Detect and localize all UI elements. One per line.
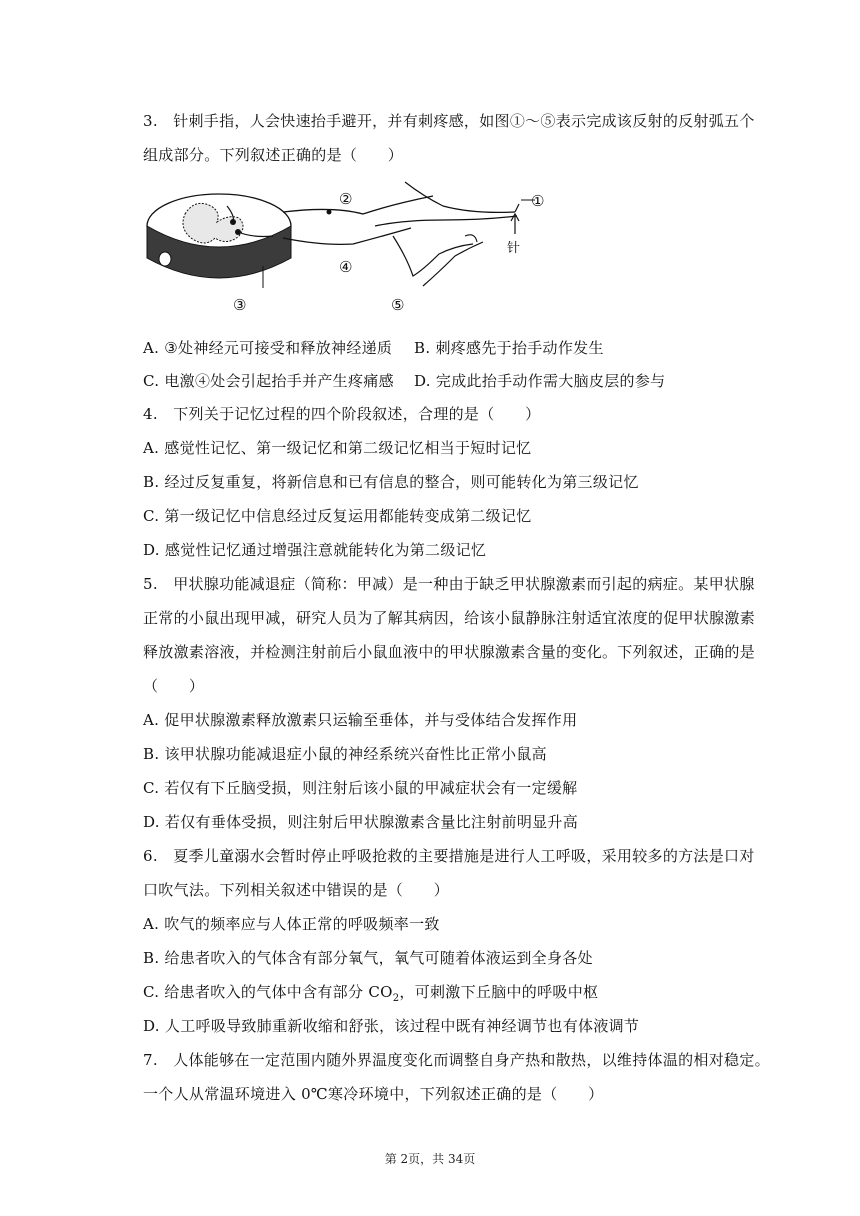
q3-option-a: A. ③处神经元可接受和释放神经递质 bbox=[143, 339, 393, 357]
q6-option-c bbox=[143, 982, 598, 1009]
q4-option-d: D. 感觉性记忆通过增强注意就能转化为第二级记忆 bbox=[143, 541, 487, 559]
q6-option-a: A. 吹气的频率应与人体正常的呼吸频率一致 bbox=[143, 915, 440, 933]
q6-option-c-sub: 2 bbox=[392, 993, 400, 1004]
q6-option-c-tail: ，可刺激下丘脑中的呼吸中枢 bbox=[399, 983, 599, 1001]
label-3: ③ bbox=[233, 296, 247, 314]
q5-line-3: 释放激素溶液，并检测注射前后小鼠血液中的甲状腺激素含量的变化。下列叙述，正确的是 bbox=[143, 643, 756, 661]
q6-option-d: D. 人工呼吸导致肺重新收缩和舒张，该过程中既有神经调节也有体液调节 bbox=[143, 1017, 640, 1035]
q6-line-2: 口吹气法。下列相关叙述中错误的是（ ） bbox=[143, 881, 450, 899]
q4-option-c: C. 第一级记忆中信息经过反复运用都能转变成第二级记忆 bbox=[143, 507, 532, 525]
q5-line-1: 5. 甲状腺功能减退症（简称：甲减）是一种由于缺乏甲状腺激素而引起的病症。某甲状腺 bbox=[143, 575, 755, 593]
reflex-arc-figure bbox=[143, 176, 563, 321]
q3-option-d: D. 完成此抬手动作需大脑皮层的参与 bbox=[414, 372, 666, 390]
page-footer: 第 2页，共 34页 bbox=[384, 1152, 476, 1166]
q3-line-2: 组成部分。下列叙述正确的是（ ） bbox=[143, 146, 404, 164]
q4-stem: 4. 下列关于记忆过程的四个阶段叙述，合理的是（ ） bbox=[143, 405, 541, 423]
q5-option-b: B. 该甲状腺功能减退症小鼠的神经系统兴奋性比正常小鼠高 bbox=[143, 745, 547, 763]
label-1: ① bbox=[531, 192, 545, 210]
q6-option-c-head: C. 给患者吹入的气体中含有部分 CO bbox=[143, 983, 393, 1001]
spinal-cord-section bbox=[147, 194, 291, 278]
q5-option-c: C. 若仅有下丘脑受损，则注射后该小鼠的甲减症状会有一定缓解 bbox=[143, 779, 578, 797]
q3-option-b: B. 刺疼感先于抬手动作发生 bbox=[414, 339, 604, 357]
label-4: ④ bbox=[339, 258, 353, 276]
q3-line-1: 3. 针刺手指，人会快速抬手避开，并有刺疼感，如图①～⑤表示完成该反射的反射弧五个 bbox=[143, 112, 755, 130]
q5-line-2: 正常的小鼠出现甲减，研究人员为了解其病因，给该小鼠静脉注射适宜浓度的促甲状腺激素 bbox=[143, 609, 756, 627]
q4-option-a: A. 感觉性记忆、第一级记忆和第二级记忆相当于短时记忆 bbox=[143, 439, 532, 457]
label-2: ② bbox=[339, 190, 353, 208]
q3-option-c: C. 电激④处会引起抬手并产生疼痛感 bbox=[143, 372, 394, 390]
q6-line-1: 6. 夏季儿童溺水会暂时停止呼吸抢救的主要措施是进行人工呼吸，采用较多的方法是口对 bbox=[143, 847, 755, 865]
needle-label: 针 bbox=[507, 241, 521, 256]
q7-line-2: 一个人从常温环境进入 0℃寒冷环境中，下列叙述正确的是（ ） bbox=[143, 1085, 604, 1103]
q4-option-b: B. 经过反复重复，将新信息和已有信息的整合，则可能转化为第三级记忆 bbox=[143, 473, 639, 491]
q5-option-d: D. 若仅有垂体受损，则注射后甲状腺激素含量比注射前明显升高 bbox=[143, 813, 579, 831]
nerve-paths bbox=[263, 182, 535, 288]
q5-option-a: A. 促甲状腺激素释放激素只运输至垂体，并与受体结合发挥作用 bbox=[143, 711, 578, 729]
q7-line-1: 7. 人体能够在一定范围内随外界温度变化而调整自身产热和散热，以维持体温的相对稳定。 bbox=[143, 1051, 770, 1069]
q6-option-b: B. 给患者吹入的气体含有部分氧气，氧气可随着体液运到全身各处 bbox=[143, 949, 593, 967]
q5-line-4: （ ） bbox=[143, 677, 205, 695]
label-5: ⑤ bbox=[391, 296, 405, 314]
